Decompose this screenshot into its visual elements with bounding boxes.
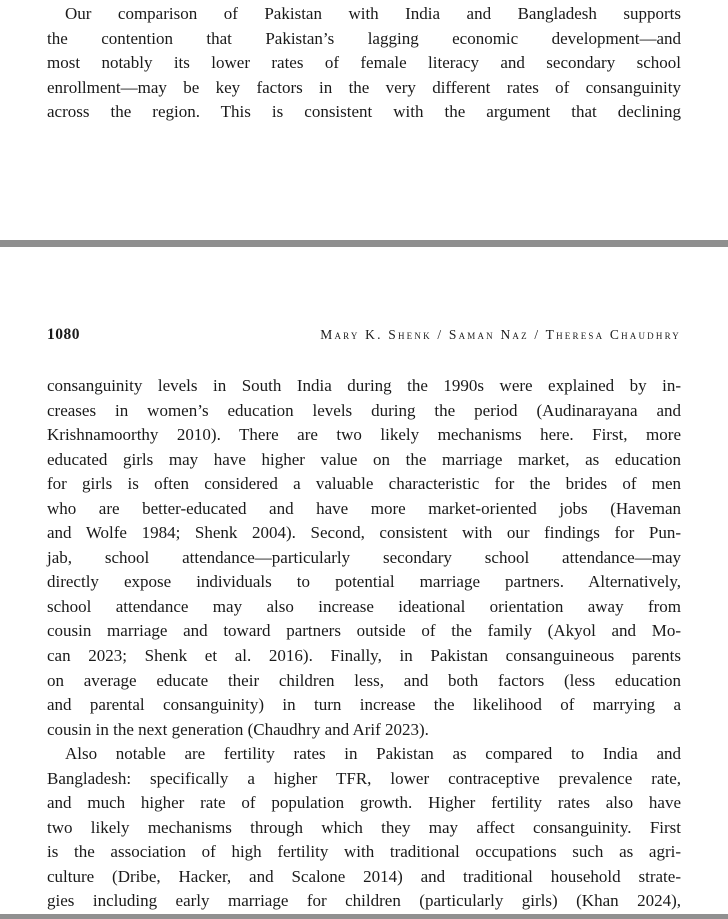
text-line: school attendance may also increase ideational orientation away from	[47, 596, 681, 616]
text-line: directly expose individuals to potential marriage partners. Alternatively,	[47, 572, 681, 592]
text-line: Our comparison of Pakistan with India and Bangladesh supports	[65, 4, 681, 23]
page-divider-bar	[0, 240, 728, 247]
text-line: for girls is often considered a valuable characteristic for the brides of men	[47, 474, 681, 494]
text-line: gies including early marriage for children (particularly girls) (Khan 2024),	[47, 891, 681, 911]
next-page-divider-bar	[0, 914, 728, 919]
previous-page-paragraph	[0, 0, 728, 125]
running-head-authors: Mary K. Shenk / Saman Naz / Theresa Chaudhry	[320, 327, 681, 342]
text-line: is the association of high fertility with traditional occupations such as agri-	[47, 842, 681, 862]
text-line: creases in women’s education levels during the period (Audinarayana and	[47, 400, 681, 420]
text-line: and Wolfe 1984; Shenk 2004). Second, consistent with our findings for Pun-	[47, 523, 681, 543]
page-number: 1080	[47, 326, 80, 343]
text-line: Also notable are fertility rates in Pakistan as compared to India and	[65, 744, 681, 764]
text-line: Bangladesh: specifically a higher TFR, lower contraceptive prevalence rate,	[47, 768, 681, 788]
text-line: can 2023; Shenk et al. 2016). Finally, in Pakistan consanguineous parents	[47, 646, 681, 666]
text-line: cousin in the next generation (Chaudhry and Arif 2023).	[47, 719, 429, 739]
text-line: who are better-educated and have more market-oriented jobs (Haveman	[47, 498, 681, 518]
text-line: and much higher rate of population growth. Higher fertility rates also have	[47, 793, 681, 813]
text-line: Krishnamoorthy 2010). There are two likely mechanisms here. First, more	[47, 425, 681, 445]
page-body	[47, 374, 681, 914]
text-line: on average educate their children less, and both factors (less education	[47, 670, 681, 690]
text-line: the contention that Pakistan’s lagging economic development—and	[47, 28, 681, 48]
text-line: two likely mechanisms through which they may affect consanguinity. First	[47, 817, 681, 837]
text-line: enrollment—may be key factors in the very different rates of consanguinity	[47, 77, 681, 97]
page-header	[47, 326, 681, 344]
text-line: and parental consanguinity) in turn increase the likelihood of marrying a	[47, 695, 681, 715]
text-line: most notably its lower rates of female literacy and secondary school	[47, 53, 681, 73]
text-line: jab, school attendance—particularly secondary school attendance—may	[47, 547, 681, 567]
text-line: consanguinity levels in South India during the 1990s were explained by in-	[47, 376, 681, 395]
text-line: educated girls may have higher value on the marriage market, as education	[47, 449, 681, 469]
text-line: cousin marriage and toward partners outside of the family (Akyol and Mo-	[47, 621, 681, 641]
text-line: across the region. This is consistent with the argument that declining	[47, 102, 681, 122]
text-line: culture (Dribe, Hacker, and Scalone 2014) and traditional household strate-	[47, 866, 681, 886]
